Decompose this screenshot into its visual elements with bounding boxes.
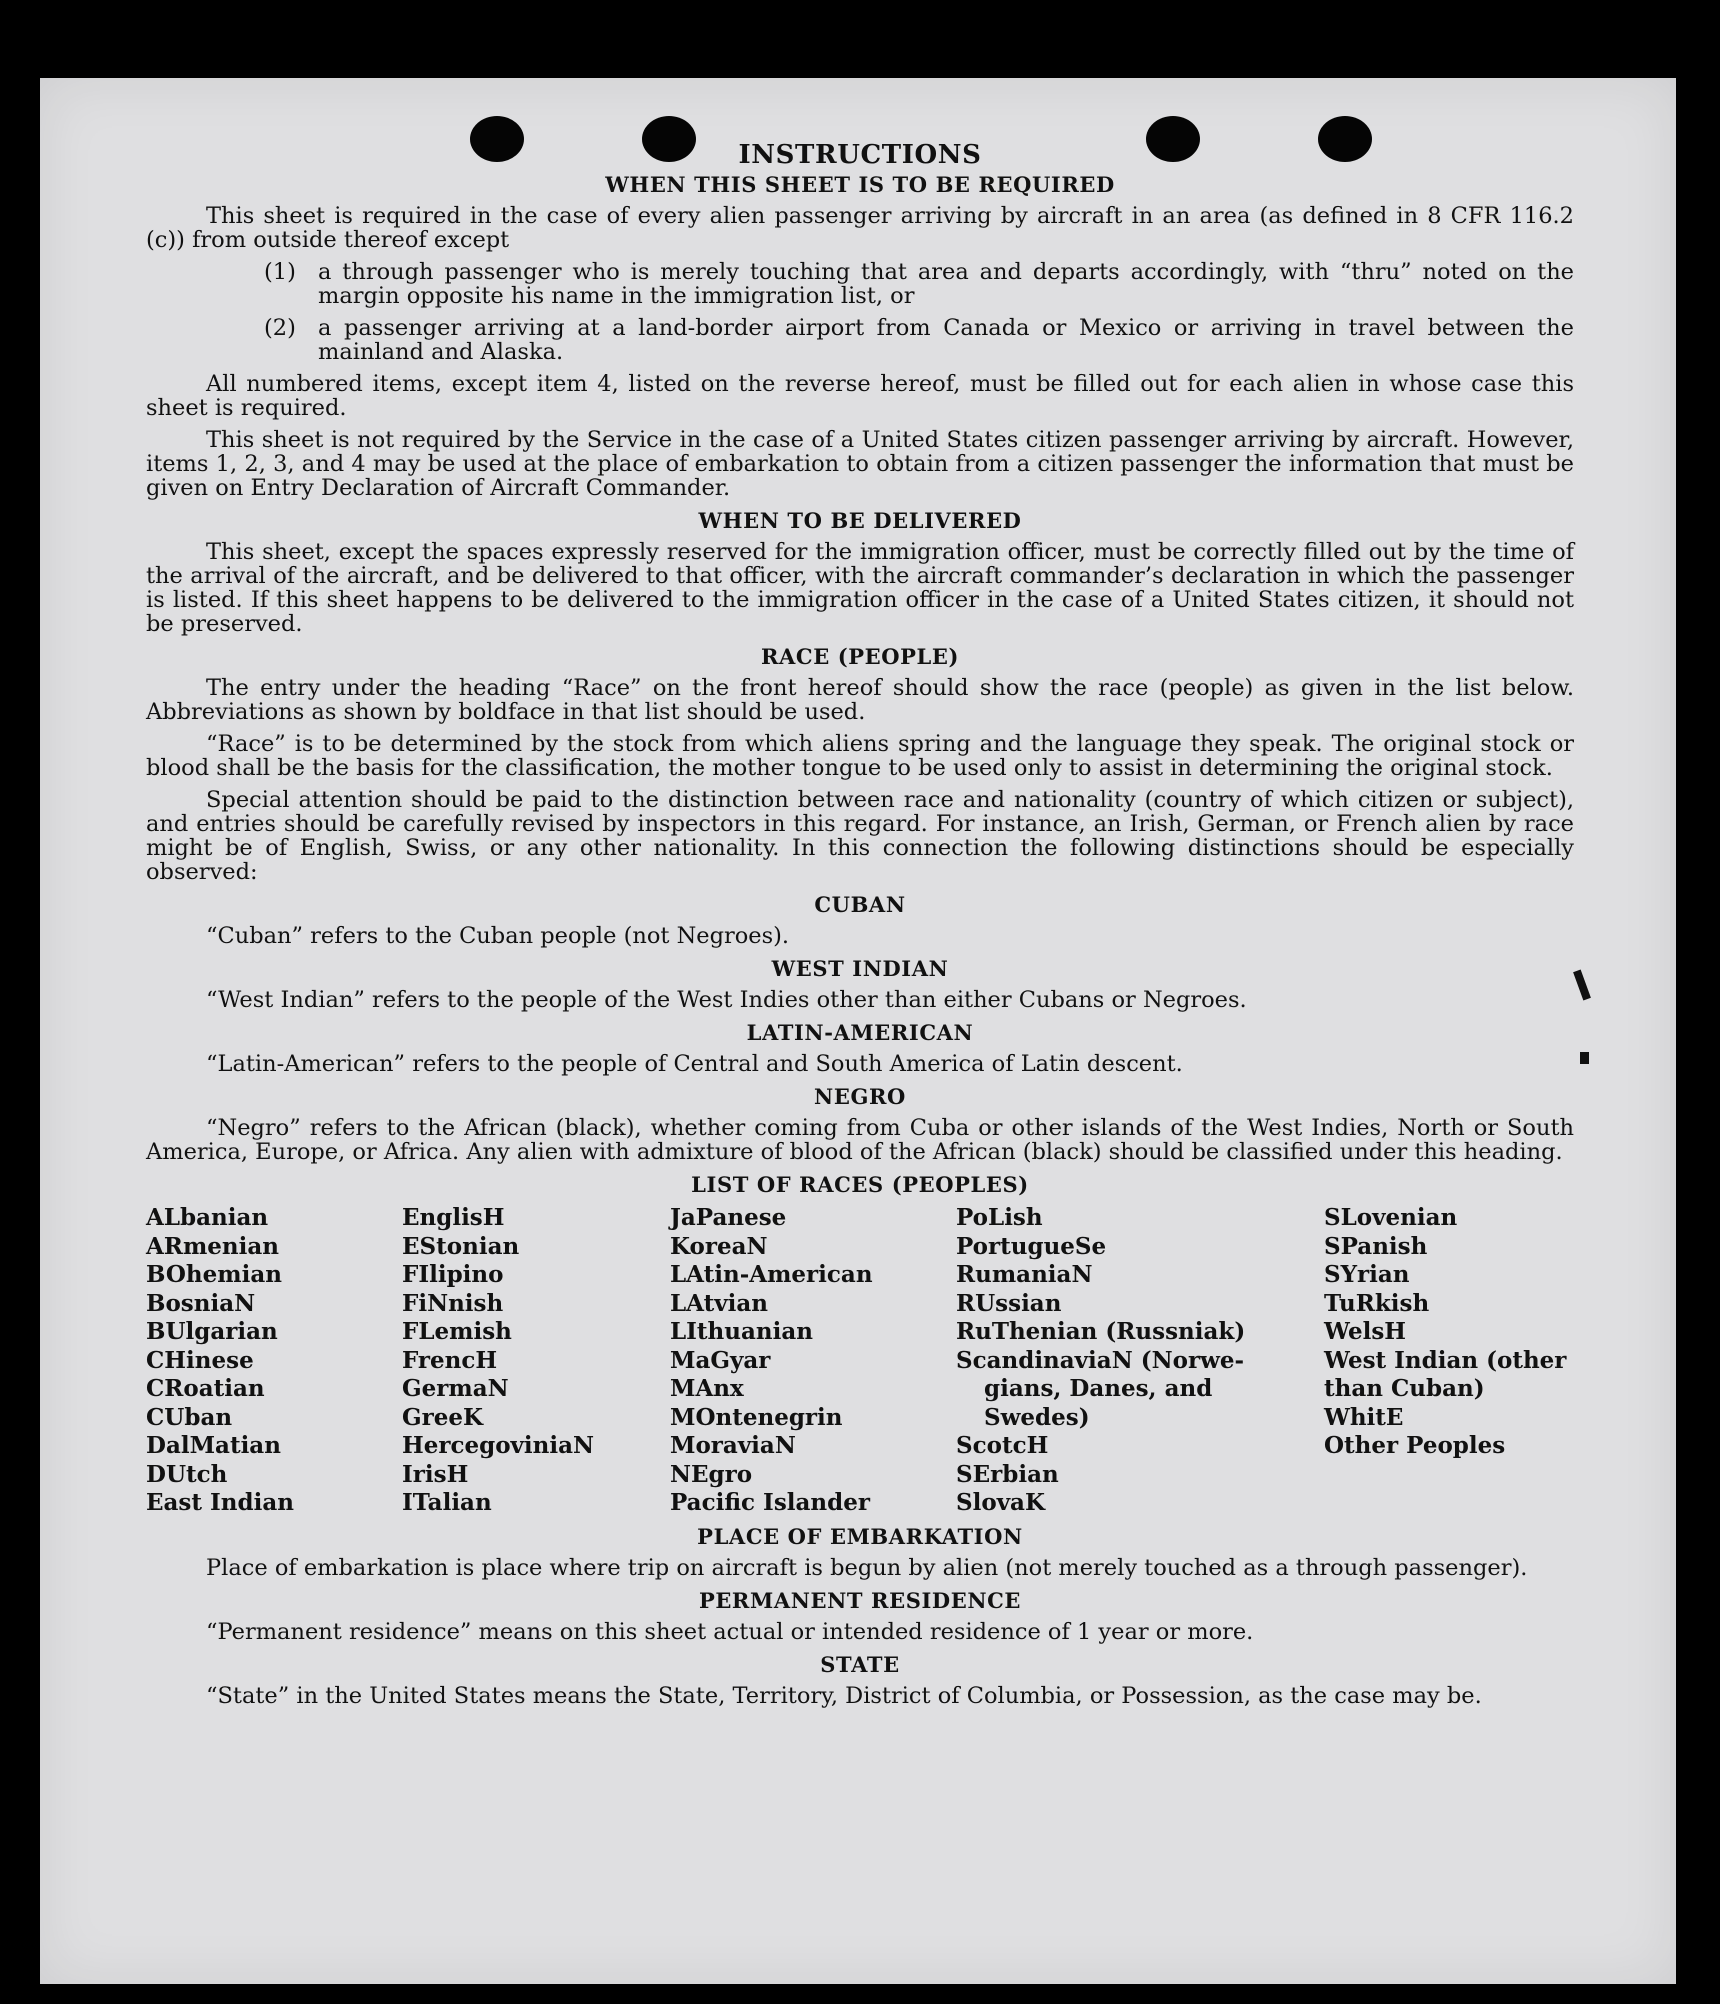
- race-column: [402, 1204, 670, 1518]
- race-entry: LIthuanian: [670, 1318, 813, 1345]
- paragraph-state: “State” in the United States means the State, Territory, District of Columbia, or Possession, as the case may be.: [206, 1682, 1482, 1709]
- race-entry: PoLish: [956, 1204, 1043, 1231]
- paragraph-numbered-items: All numbered items, except item 4, listed on the reverse hereof, must be filled out for each alien in whose case this sheet is required.: [146, 371, 1574, 421]
- heading-when-required: WHEN THIS SHEET IS TO BE REQUIRED: [605, 172, 1115, 197]
- paragraph-cuban: “Cuban” refers to the Cuban people (not Negroes).: [206, 923, 790, 949]
- paragraph-race-nationality: Special attention should be paid to the distinction between race and nationality (country of which citizen or subject), and entries should be carefully revised by inspectors in this regard. For instance, an Irish, German, or French alien by race might be of English, Swiss, or any other nationality. In this connection the following distinctions should be especially observed:: [146, 787, 1574, 885]
- instructions-content: [146, 142, 1574, 1716]
- race-entry: LAtvian: [670, 1289, 768, 1317]
- race-entry: RumaniaN: [956, 1261, 1093, 1288]
- heading-when-delivered: WHEN TO BE DELIVERED: [698, 508, 1022, 533]
- race-entry: CHinese: [146, 1346, 254, 1374]
- heading-permanent-residence: PERMANENT RESIDENCE: [698, 1587, 1022, 1613]
- race-entry: SErbian: [956, 1460, 1059, 1488]
- heading-cuban: CUBAN: [814, 892, 906, 917]
- ink-mark: [1573, 970, 1591, 1001]
- race-entry: FIlipino: [402, 1261, 504, 1288]
- race-entry: FLemish: [402, 1318, 512, 1345]
- item-text: a passenger arriving at a land-border airport from Canada or Mexico or arriving in travel between the mainland and Alaska.: [318, 315, 1574, 365]
- race-entry: MOntenegrin: [670, 1403, 843, 1431]
- numbered-item: [264, 260, 1574, 308]
- race-list: [146, 1204, 1574, 1518]
- race-entry: ARmenian: [146, 1232, 280, 1260]
- paragraph-permanent-residence: “Permanent residence” means on this sheet actual or intended residence of 1 year or more.: [206, 1618, 1254, 1645]
- race-entry: IrisH: [402, 1460, 469, 1488]
- paragraph-west-indian: “West Indian” refers to the people of the West Indies other than either Cubans or Negroes.: [206, 987, 1247, 1013]
- paragraph-when-required-intro: This sheet is required in the case of every alien passenger arriving by aircraft in an area (as defined in 8 CFR 116.2 (c)) from outside thereof except: [146, 203, 1574, 253]
- heading-race: RACE (PEOPLE): [760, 644, 960, 669]
- race-entry: LAtin-American: [670, 1261, 873, 1288]
- race-column: [670, 1204, 956, 1518]
- race-entry: GermaN: [402, 1375, 509, 1402]
- paragraph-latin-american: “Latin-American” refers to the people of Central and South America of Latin descent.: [206, 1051, 1183, 1077]
- race-entry: DalMatian: [146, 1432, 281, 1459]
- race-entry: FiNnish: [402, 1289, 504, 1317]
- race-entry: BUlgarian: [146, 1318, 278, 1345]
- race-entry: ALbanian: [146, 1204, 269, 1231]
- race-entry: SPanish: [1324, 1232, 1428, 1260]
- race-entry: TuRkish: [1324, 1289, 1430, 1317]
- page-title: INSTRUCTIONS: [738, 140, 982, 170]
- race-column: [956, 1204, 1324, 1518]
- heading-embarkation: PLACE OF EMBARKATION: [697, 1523, 1023, 1549]
- race-entry: BOhemian: [146, 1261, 282, 1288]
- paragraph-race-determined: “Race” is to be determined by the stock from which aliens spring and the language they speak. The original stock or blood shall be the basis for the classification, the mother tongue to be used only to assist in determining the original stock.: [146, 731, 1574, 781]
- race-entry: DUtch: [146, 1460, 228, 1488]
- race-entry: ITalian: [402, 1489, 492, 1516]
- race-entry: SYrian: [1324, 1261, 1410, 1288]
- race-entry: FrencH: [402, 1346, 498, 1374]
- race-entry: PortugueSe: [956, 1232, 1107, 1260]
- race-column: [146, 1204, 402, 1518]
- item-text: a through passenger who is merely touching that area and departs accordingly, with “thru” noted on the margin opposite his name in the immigration list, or: [318, 259, 1574, 309]
- race-entry: Other Peoples: [1324, 1432, 1506, 1459]
- race-entry: ScandinaviaN (Norwe-: [956, 1346, 1245, 1374]
- race-entry: HercegoviniaN: [402, 1432, 595, 1459]
- race-entry: WelsH: [1324, 1318, 1407, 1345]
- heading-latin-american: LATIN-AMERICAN: [746, 1020, 974, 1045]
- race-entry: SlovaK: [956, 1489, 1045, 1516]
- race-entry: NEgro: [670, 1460, 753, 1488]
- race-entry: EStonian: [402, 1232, 520, 1260]
- race-entry: GreeK: [402, 1403, 484, 1431]
- race-column: [1324, 1204, 1574, 1518]
- race-entry: RuThenian (Russniak): [956, 1318, 1246, 1345]
- race-entry: EnglisH: [402, 1204, 505, 1231]
- race-entry: ScotcH: [956, 1432, 1049, 1459]
- race-entry: CRoatian: [146, 1375, 265, 1402]
- race-entry: KoreaN: [670, 1232, 768, 1260]
- race-entry: MoraviaN: [670, 1432, 796, 1459]
- heading-west-indian: WEST INDIAN: [771, 956, 949, 981]
- race-entry: RUssian: [956, 1289, 1062, 1317]
- race-entry: Swedes): [984, 1403, 1090, 1431]
- paragraph-race-entry: The entry under the heading “Race” on the front hereof should show the race (people) as given in the list below. Abbreviations as shown by boldface in that list should be used.: [146, 675, 1574, 725]
- race-entry: West Indian (other: [1324, 1346, 1567, 1374]
- paragraph-negro: “Negro” refers to the African (black), whether coming from Cuba or other islands of the West Indies, North or South America, Europe, or Africa. Any alien with admixture of blood of the African (black) should be classified under this heading.: [146, 1115, 1574, 1165]
- ink-mark: [1580, 1052, 1589, 1064]
- race-entry: CUban: [146, 1403, 233, 1431]
- race-entry: MAnx: [670, 1375, 744, 1402]
- race-entry: MaGyar: [670, 1346, 771, 1374]
- item-number: (1): [264, 259, 296, 285]
- race-entry: Pacific Islander: [670, 1489, 870, 1516]
- heading-negro: NEGRO: [814, 1084, 906, 1109]
- paragraph-embarkation: Place of embarkation is place where trip on aircraft is begun by alien (not merely touched as a through passenger).: [206, 1554, 1528, 1581]
- race-entry: WhitE: [1324, 1403, 1404, 1431]
- numbered-item: [264, 316, 1574, 364]
- paragraph-citizen-passenger: This sheet is not required by the Service in the case of a United States citizen passenger arriving by aircraft. However, items 1, 2, 3, and 4 may be used at the place of embarkation to obtain from a citizen passenger the information that must be given on Entry Declaration of Aircraft Commander.: [146, 427, 1574, 501]
- document-sheet: [40, 78, 1676, 1984]
- item-number: (2): [264, 315, 296, 341]
- race-entry: than Cuban): [1324, 1375, 1485, 1402]
- race-entry: JaPanese: [670, 1204, 787, 1231]
- race-entry: BosniaN: [146, 1289, 256, 1317]
- race-entry: SLovenian: [1324, 1204, 1458, 1231]
- heading-list-of-races: LIST OF RACES (PEOPLES): [691, 1172, 1029, 1197]
- race-entry: East Indian: [146, 1489, 294, 1516]
- race-entry: gians, Danes, and: [984, 1375, 1213, 1402]
- paragraph-when-delivered: This sheet, except the spaces expressly reserved for the immigration officer, must be correctly filled out by the time of the arrival of the aircraft, and be delivered to that officer, with the aircraft commander’s declaration in which the passenger is listed. If this sheet happens to be delivered to the immigration officer in the case of a United States citizen, it should not be preserved.: [146, 539, 1574, 637]
- heading-state: STATE: [820, 1651, 900, 1677]
